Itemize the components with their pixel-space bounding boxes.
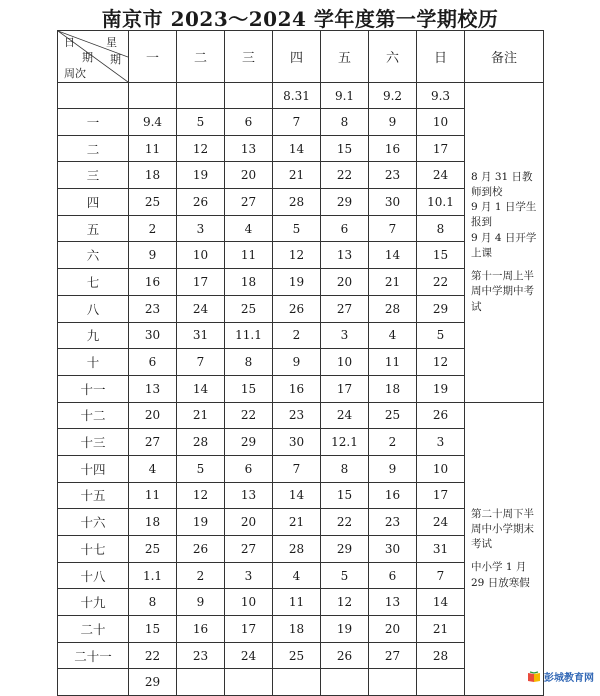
date-cell: 28 [417,642,465,669]
date-cell: 9 [273,349,321,376]
date-cell: 3 [321,322,369,349]
date-cell: 12 [273,242,321,269]
week-label [58,83,129,109]
date-cell: 7 [417,562,465,589]
week-label: 二 [58,135,129,162]
date-cell: 4 [129,455,177,482]
page-title: 南京市 2023～2024 学年度第一学期校历 [101,7,499,31]
date-cell: 30 [369,536,417,563]
date-cell: 25 [369,402,417,429]
date-cell: 28 [273,189,321,216]
date-cell: 16 [369,135,417,162]
date-cell: 19 [177,509,225,536]
date-cell [129,83,177,109]
week-label: 四 [58,189,129,216]
day-header: 一 [129,31,177,83]
date-cell: 22 [225,402,273,429]
date-cell: 11.1 [225,322,273,349]
date-cell: 21 [273,162,321,189]
date-cell: 13 [129,375,177,402]
date-cell: 20 [129,402,177,429]
date-cell: 16 [177,616,225,643]
week-label: 十三 [58,429,129,456]
week-label: 十五 [58,482,129,509]
date-cell: 17 [417,135,465,162]
day-header: 四 [273,31,321,83]
date-cell: 30 [369,189,417,216]
date-cell: 15 [417,242,465,269]
date-cell: 14 [369,242,417,269]
date-cell: 5 [417,322,465,349]
date-cell: 5 [273,215,321,242]
date-cell: 27 [225,189,273,216]
note-line: 第二十周下半周中小学期末考试 [471,507,534,551]
date-cell: 11 [129,135,177,162]
date-cell: 17 [417,482,465,509]
date-cell: 30 [273,429,321,456]
date-cell: 13 [369,589,417,616]
corner-label-qi-2: 期 [110,53,121,66]
date-cell: 28 [369,295,417,322]
date-cell: 27 [321,295,369,322]
date-cell: 2 [129,215,177,242]
week-label: 三 [58,162,129,189]
week-label: 二十一 [58,642,129,669]
watermark [527,669,594,684]
date-cell: 31 [417,536,465,563]
date-cell: 19 [177,162,225,189]
day-header: 三 [225,31,273,83]
book-logo-icon [527,671,541,683]
date-cell: 19 [273,269,321,296]
note-line: 中小学 1 月 29 日放寒假 [471,561,530,589]
date-cell: 9.4 [129,109,177,136]
date-cell: 22 [417,269,465,296]
date-cell: 21 [177,402,225,429]
date-cell: 12.1 [321,429,369,456]
date-cell: 8 [417,215,465,242]
date-cell: 24 [417,509,465,536]
date-cell: 13 [225,482,273,509]
date-cell: 8 [321,109,369,136]
date-cell: 24 [321,402,369,429]
date-cell: 2 [273,322,321,349]
date-cell: 20 [369,616,417,643]
date-cell [321,669,369,696]
date-cell: 8.31 [273,83,321,109]
week-label: 九 [58,322,129,349]
date-cell: 9 [369,455,417,482]
date-cell [369,669,417,696]
date-cell: 6 [369,562,417,589]
week-label: 五 [58,215,129,242]
date-cell: 9.3 [417,83,465,109]
date-cell: 28 [177,429,225,456]
date-cell: 9 [129,242,177,269]
day-header: 二 [177,31,225,83]
date-cell: 22 [321,509,369,536]
date-cell: 26 [321,642,369,669]
date-cell: 12 [417,349,465,376]
pre-week-row [58,83,544,109]
note-line: 9 月 1 日学生报到 [471,201,537,229]
date-cell: 24 [417,162,465,189]
date-cell: 12 [177,482,225,509]
date-cell: 20 [321,269,369,296]
date-cell: 11 [273,589,321,616]
date-cell: 5 [177,109,225,136]
date-cell: 14 [417,589,465,616]
day-header: 日 [417,31,465,83]
date-cell: 11 [369,349,417,376]
note-line: 9 月 4 日开学上课 [471,231,537,259]
date-cell: 21 [273,509,321,536]
date-cell: 6 [225,109,273,136]
date-cell: 1.1 [129,562,177,589]
date-cell [177,669,225,696]
header-row [58,31,544,83]
date-cell: 2 [177,562,225,589]
date-cell: 29 [321,189,369,216]
day-header: 五 [321,31,369,83]
week-label [58,669,129,696]
date-cell: 6 [129,349,177,376]
date-cell: 29 [225,429,273,456]
date-cell: 29 [129,669,177,696]
date-cell: 10 [225,589,273,616]
notes-lower [465,402,544,696]
week-label: 十七 [58,536,129,563]
date-cell: 29 [417,295,465,322]
date-cell: 17 [177,269,225,296]
date-cell: 17 [225,616,273,643]
date-cell [273,669,321,696]
date-cell: 15 [321,135,369,162]
date-cell: 14 [273,482,321,509]
notes-header: 备注 [465,31,544,83]
date-cell: 3 [417,429,465,456]
date-cell: 8 [129,589,177,616]
date-cell: 18 [129,162,177,189]
date-cell: 25 [273,642,321,669]
date-cell: 5 [321,562,369,589]
corner-cell [58,31,129,83]
date-cell: 9.1 [321,83,369,109]
date-cell: 15 [321,482,369,509]
date-cell: 11 [225,242,273,269]
date-cell: 24 [225,642,273,669]
date-cell: 12 [321,589,369,616]
date-cell: 3 [225,562,273,589]
date-cell: 16 [369,482,417,509]
date-cell: 16 [273,375,321,402]
date-cell: 13 [225,135,273,162]
note-line: 第十一周上半周中学期中考试 [471,270,534,313]
corner-label-xing: 星 [106,36,117,49]
date-cell: 10 [321,349,369,376]
date-cell: 10 [417,455,465,482]
week-label: 六 [58,242,129,269]
date-cell: 27 [225,536,273,563]
date-cell: 13 [321,242,369,269]
date-cell: 12 [177,135,225,162]
date-cell: 20 [225,162,273,189]
date-cell: 10.1 [417,189,465,216]
date-cell: 30 [129,322,177,349]
date-cell: 19 [417,375,465,402]
date-cell: 6 [225,455,273,482]
date-cell: 9.2 [369,83,417,109]
calendar-table [57,30,544,696]
date-cell: 7 [177,349,225,376]
date-cell: 16 [129,269,177,296]
date-cell: 4 [225,215,273,242]
date-cell: 21 [417,616,465,643]
date-cell: 26 [177,536,225,563]
date-cell: 27 [369,642,417,669]
date-cell: 19 [321,616,369,643]
date-cell: 2 [369,429,417,456]
week-label: 十二 [58,402,129,429]
corner-label-day: 日 [64,36,75,49]
notes-upper [465,83,544,403]
date-cell: 23 [369,162,417,189]
date-cell: 15 [129,616,177,643]
week-label: 十八 [58,562,129,589]
date-cell: 14 [177,375,225,402]
date-cell: 22 [321,162,369,189]
watermark-text: 彭城教育网 [544,673,594,684]
date-cell: 23 [369,509,417,536]
date-cell: 14 [273,135,321,162]
date-cell: 4 [273,562,321,589]
date-cell: 17 [321,375,369,402]
date-cell: 25 [129,189,177,216]
date-cell: 6 [321,215,369,242]
date-cell: 5 [177,455,225,482]
date-cell: 4 [369,322,417,349]
date-cell: 25 [225,295,273,322]
date-cell: 18 [369,375,417,402]
note-line: 8 月 31 日教师到校 [471,170,533,199]
date-cell: 18 [225,269,273,296]
date-cell [417,669,465,696]
date-cell: 15 [225,375,273,402]
date-cell: 22 [129,642,177,669]
date-cell: 23 [273,402,321,429]
date-cell [225,669,273,696]
date-cell: 9 [177,589,225,616]
date-cell: 31 [177,322,225,349]
date-cell: 18 [273,616,321,643]
week-label: 二十 [58,616,129,643]
week-label: 十 [58,349,129,376]
date-cell: 11 [129,482,177,509]
date-cell: 3 [177,215,225,242]
date-cell: 23 [129,295,177,322]
date-cell [177,83,225,109]
date-cell: 18 [129,509,177,536]
date-cell: 10 [417,109,465,136]
date-cell [225,83,273,109]
week-label: 七 [58,269,129,296]
date-cell: 7 [369,215,417,242]
corner-label-qi-1: 期 [82,51,93,64]
date-cell: 26 [273,295,321,322]
date-cell: 25 [129,536,177,563]
corner-label-week-no: 周次 [64,67,86,80]
week-label: 八 [58,295,129,322]
date-cell: 26 [177,189,225,216]
day-header: 六 [369,31,417,83]
date-cell: 7 [273,109,321,136]
date-cell: 8 [321,455,369,482]
date-cell: 24 [177,295,225,322]
date-cell: 23 [177,642,225,669]
date-cell: 8 [225,349,273,376]
date-cell: 29 [321,536,369,563]
date-cell: 27 [129,429,177,456]
week-label: 十六 [58,509,129,536]
date-cell: 10 [177,242,225,269]
week-label: 十九 [58,589,129,616]
week-label: 一 [58,109,129,136]
calendar-body [58,31,544,696]
date-cell: 26 [417,402,465,429]
date-cell: 21 [369,269,417,296]
week-label: 十一 [58,375,129,402]
date-cell: 28 [273,536,321,563]
week-row [58,402,544,429]
date-cell: 20 [225,509,273,536]
week-label: 十四 [58,455,129,482]
date-cell: 9 [369,109,417,136]
date-cell: 7 [273,455,321,482]
